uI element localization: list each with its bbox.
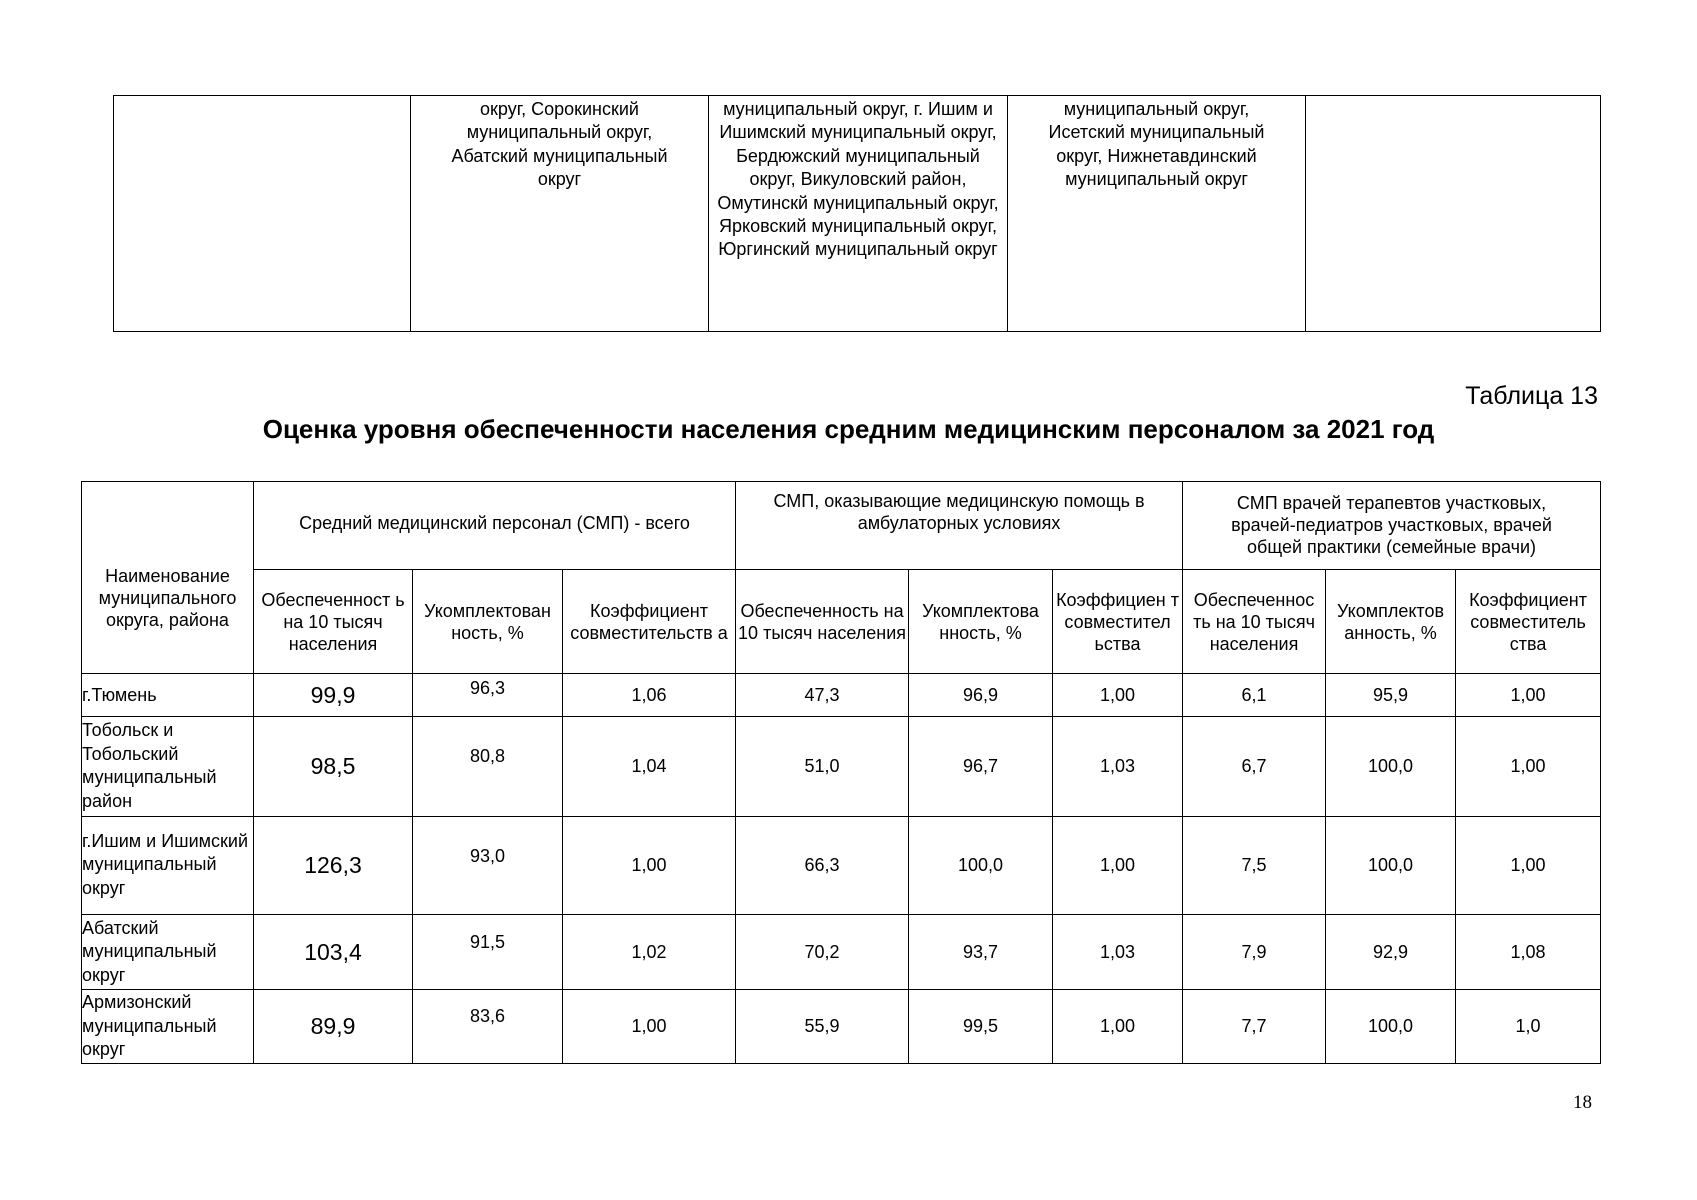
subheader-cell: Укомплектован ность, % — [413, 570, 563, 674]
table-cell: 1,03 — [1053, 914, 1183, 989]
table-row — [82, 989, 1601, 1063]
table-cell: 96,9 — [909, 674, 1053, 717]
continuation-cell: муниципальный округ, Исетский муниципальный округ, Нижнетавдинский муниципальный округ — [1008, 96, 1306, 332]
page-title: Оценка уровня обеспеченности населения средним медицинским персоналом за 2021 год — [262, 414, 1435, 444]
table-cell: 99,5 — [909, 989, 1053, 1063]
table-cell: 1,08 — [1456, 914, 1601, 989]
table-cell: 103,4 — [254, 914, 413, 989]
table-cell: 47,3 — [736, 674, 909, 717]
row-name: Тобольск и Тобольский муниципальный район — [82, 717, 254, 816]
staffing-table — [81, 481, 1601, 1064]
subheader-cell: Коэффициент совместитель ства — [1456, 570, 1601, 674]
table-cell: 1,03 — [1053, 717, 1183, 816]
table-cell: 1,00 — [563, 989, 736, 1063]
table-cell: 7,9 — [1183, 914, 1326, 989]
table-cell: 1,00 — [1053, 989, 1183, 1063]
table-cell: 70,2 — [736, 914, 909, 989]
group-header-total: Средний медицинский персонал (СМП) - всего — [254, 482, 736, 570]
name-header — [82, 482, 254, 674]
group-header-row — [82, 482, 1601, 570]
table-cell: 1,02 — [563, 914, 736, 989]
subheader-row — [82, 570, 1601, 674]
table-cell: 55,9 — [736, 989, 909, 1063]
row-name: Армизонский муниципальный округ — [82, 989, 254, 1063]
table-cell: 99,9 — [254, 674, 413, 717]
table-cell: 89,9 — [254, 989, 413, 1063]
table-cell: 1,04 — [563, 717, 736, 816]
page-number: 18 — [1573, 1092, 1592, 1113]
continuation-table — [113, 95, 1601, 332]
row-name: г.Ишим и Ишимский муниципальный округ — [82, 816, 254, 914]
table-cell: 100,0 — [1326, 989, 1456, 1063]
continuation-cell: округ, Сорокинский муниципальный округ, Абатский муниципальный округ — [411, 96, 709, 332]
table-cell: 1,06 — [563, 674, 736, 717]
subheader-cell: Обеспеченнос ть на 10 тысяч населения — [1183, 570, 1326, 674]
subheader-cell: Коэффициент совместительств а — [563, 570, 736, 674]
table-cell: 93,0 — [413, 816, 563, 914]
table-row — [114, 96, 1601, 332]
subheader-cell: Коэффициен т совместител ьства — [1053, 570, 1183, 674]
table-cell: 6,7 — [1183, 717, 1326, 816]
table-cell: 1,0 — [1456, 989, 1601, 1063]
table-cell: 96,3 — [413, 674, 563, 717]
row-name: Абатский муниципальный округ — [82, 914, 254, 989]
table-cell: 92,9 — [1326, 914, 1456, 989]
table-cell: 100,0 — [1326, 717, 1456, 816]
table-row — [82, 914, 1601, 989]
table-cell: 1,00 — [1456, 674, 1601, 717]
table-row — [82, 717, 1601, 816]
table-cell: 98,5 — [254, 717, 413, 816]
subheader-cell: Укомплектова нность, % — [909, 570, 1053, 674]
group-header-outpatient: СМП, оказывающие медицинскую помощь в амбулаторных условиях — [736, 482, 1183, 570]
table-row — [82, 674, 1601, 717]
table-caption: Таблица 13 — [1465, 382, 1598, 410]
table-cell: 7,7 — [1183, 989, 1326, 1063]
table-cell: 95,9 — [1326, 674, 1456, 717]
subheader-cell: Укомплектов анность, % — [1326, 570, 1456, 674]
table-cell: 83,6 — [413, 989, 563, 1063]
table-cell: 80,8 — [413, 717, 563, 816]
table-cell: 1,00 — [563, 816, 736, 914]
table-cell: 1,00 — [1053, 816, 1183, 914]
table-cell: 126,3 — [254, 816, 413, 914]
continuation-cell — [114, 96, 411, 332]
group-header-district-doctors: СМП врачей терапевтов участковых, врачей-педиатров участковых, врачей общей практики (семейные врачи) — [1183, 482, 1601, 570]
table-cell: 66,3 — [736, 816, 909, 914]
table-row — [82, 816, 1601, 914]
table-cell: 100,0 — [1326, 816, 1456, 914]
table-cell: 7,5 — [1183, 816, 1326, 914]
table-cell: 93,7 — [909, 914, 1053, 989]
row-name: г.Тюмень — [82, 674, 254, 717]
table-cell: 100,0 — [909, 816, 1053, 914]
continuation-cell — [1306, 96, 1601, 332]
table-cell: 96,7 — [909, 717, 1053, 816]
table-cell: 6,1 — [1183, 674, 1326, 717]
table-cell: 1,00 — [1053, 674, 1183, 717]
name-header-label: Наименование муниципального округа, района — [98, 565, 237, 630]
subheader-cell: Обеспеченность на 10 тысяч населения — [736, 570, 909, 674]
continuation-cell: муниципальный округ, г. Ишим и Ишимский муниципальный округ, Бердюжский муниципальный округ, Викуловский район, Омутинскй муниципальный округ, Ярковский муниципальный округ, Юргинский муниципальный округ — [709, 96, 1008, 332]
subheader-cell: Обеспеченност ь на 10 тысяч населения — [254, 570, 413, 674]
table-cell: 51,0 — [736, 717, 909, 816]
table-cell: 1,00 — [1456, 816, 1601, 914]
table-cell: 1,00 — [1456, 717, 1601, 816]
table-cell: 91,5 — [413, 914, 563, 989]
